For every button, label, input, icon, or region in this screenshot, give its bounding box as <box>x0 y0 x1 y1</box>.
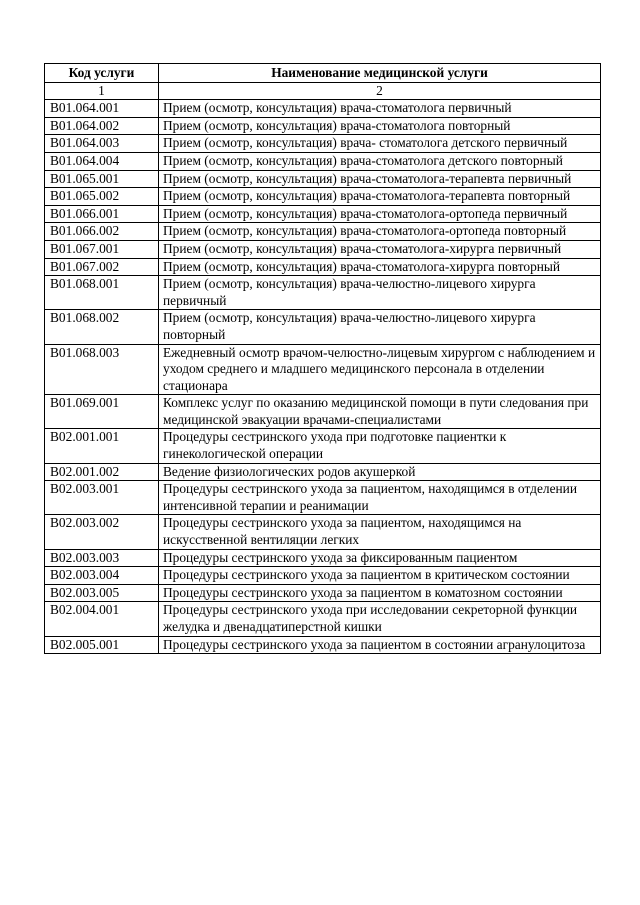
table-row <box>45 152 601 170</box>
table-row <box>45 584 601 602</box>
service-code-cell: B01.068.002 <box>45 310 159 344</box>
service-code-cell: B02.001.002 <box>45 463 159 481</box>
service-code-cell: B01.064.001 <box>45 100 159 118</box>
service-name-cell: Прием (осмотр, консультация) врача-челюстно-лицевого хирурга повторный <box>159 310 601 344</box>
service-name-cell: Процедуры сестринского ухода за пациентом в критическом состоянии <box>159 567 601 585</box>
service-code-cell: B01.064.002 <box>45 117 159 135</box>
table-row <box>45 100 601 118</box>
table-row <box>45 135 601 153</box>
table-row <box>45 188 601 206</box>
table-row <box>45 567 601 585</box>
service-code-cell: B02.005.001 <box>45 636 159 654</box>
table-row <box>45 481 601 515</box>
table-row <box>45 258 601 276</box>
service-name-cell: Прием (осмотр, консультация) врача-стоматолога повторный <box>159 117 601 135</box>
table-row <box>45 240 601 258</box>
service-name-cell: Прием (осмотр, консультация) врача-челюстно-лицевого хирурга первичный <box>159 276 601 310</box>
column-number-row <box>45 82 601 100</box>
service-name-cell: Прием (осмотр, консультация) врача-стоматолога первичный <box>159 100 601 118</box>
service-code-cell: B02.003.001 <box>45 481 159 515</box>
service-code-cell: B01.065.001 <box>45 170 159 188</box>
service-code-cell: B02.001.001 <box>45 429 159 463</box>
service-code-cell: B01.067.002 <box>45 258 159 276</box>
table-row <box>45 463 601 481</box>
service-name-cell: Прием (осмотр, консультация) врача-стоматолога-ортопеда первичный <box>159 205 601 223</box>
medical-services-table <box>44 63 601 654</box>
service-code-cell: B02.003.005 <box>45 584 159 602</box>
service-code-cell: B01.064.004 <box>45 152 159 170</box>
service-name-cell: Прием (осмотр, консультация) врача-стоматолога-хирурга повторный <box>159 258 601 276</box>
table-row <box>45 276 601 310</box>
table-header-row <box>45 64 601 83</box>
table-row <box>45 395 601 429</box>
table-row <box>45 636 601 654</box>
table-row <box>45 602 601 636</box>
service-name-cell: Прием (осмотр, консультация) врача- стоматолога детского первичный <box>159 135 601 153</box>
table-row <box>45 344 601 395</box>
column-number-2: 2 <box>159 82 601 100</box>
service-name-cell: Комплекс услуг по оказанию медицинской помощи в пути следования при медицинской эвакуации врачами-специалистами <box>159 395 601 429</box>
service-code-cell: B01.065.002 <box>45 188 159 206</box>
service-code-cell: B02.003.004 <box>45 567 159 585</box>
service-name-cell: Ежедневный осмотр врачом-челюстно-лицевым хирургом с наблюдением и уходом среднего и младшего медицинского персонала в отделении стационара <box>159 344 601 395</box>
service-name-cell: Процедуры сестринского ухода за пациентом в состоянии агранулоцитоза <box>159 636 601 654</box>
service-code-cell: B02.003.002 <box>45 515 159 549</box>
service-code-cell: B01.069.001 <box>45 395 159 429</box>
table-row <box>45 117 601 135</box>
service-name-cell: Процедуры сестринского ухода за фиксированным пациентом <box>159 549 601 567</box>
service-code-cell: B01.067.001 <box>45 240 159 258</box>
service-code-cell: B01.064.003 <box>45 135 159 153</box>
table-row <box>45 170 601 188</box>
table-row <box>45 310 601 344</box>
service-name-cell: Прием (осмотр, консультация) врача-стоматолога-терапевта повторный <box>159 188 601 206</box>
service-code-cell: B02.004.001 <box>45 602 159 636</box>
table-row <box>45 429 601 463</box>
service-name-cell: Прием (осмотр, консультация) врача-стоматолога-терапевта первичный <box>159 170 601 188</box>
service-code-cell: B02.003.003 <box>45 549 159 567</box>
header-service-name: Наименование медицинской услуги <box>159 64 601 83</box>
service-name-cell: Процедуры сестринского ухода при исследовании секреторной функции желудка и двенадцатиперстной кишки <box>159 602 601 636</box>
service-name-cell: Прием (осмотр, консультация) врача-стоматолога детского повторный <box>159 152 601 170</box>
table-row <box>45 515 601 549</box>
table-row <box>45 223 601 241</box>
header-service-code: Код услуги <box>45 64 159 83</box>
service-name-cell: Процедуры сестринского ухода за пациентом, находящимся на искусственной вентиляции легких <box>159 515 601 549</box>
service-name-cell: Процедуры сестринского ухода при подготовке пациентки к гинекологической операции <box>159 429 601 463</box>
service-code-cell: B01.068.003 <box>45 344 159 395</box>
table-row <box>45 205 601 223</box>
service-name-cell: Процедуры сестринского ухода за пациентом, находящимся в отделении интенсивной терапии и реанимации <box>159 481 601 515</box>
service-name-cell: Ведение физиологических родов акушеркой <box>159 463 601 481</box>
table-row <box>45 549 601 567</box>
service-name-cell: Прием (осмотр, консультация) врача-стоматолога-хирурга первичный <box>159 240 601 258</box>
column-number-1: 1 <box>45 82 159 100</box>
service-code-cell: B01.066.002 <box>45 223 159 241</box>
service-name-cell: Прием (осмотр, консультация) врача-стоматолога-ортопеда повторный <box>159 223 601 241</box>
service-code-cell: B01.068.001 <box>45 276 159 310</box>
service-name-cell: Процедуры сестринского ухода за пациентом в коматозном состоянии <box>159 584 601 602</box>
service-code-cell: B01.066.001 <box>45 205 159 223</box>
